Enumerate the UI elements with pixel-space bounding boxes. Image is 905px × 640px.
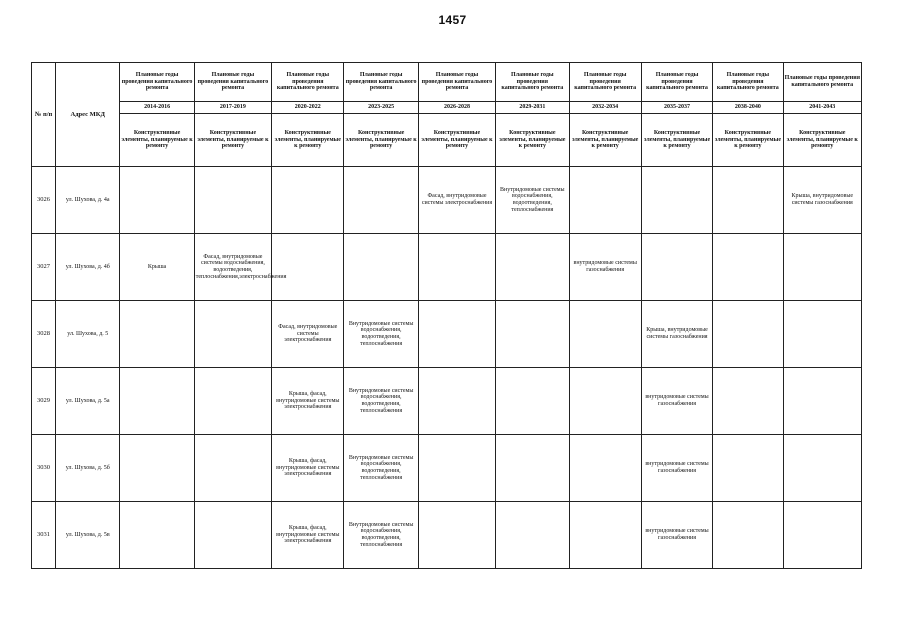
row-address: ул. Шухова, д. 5а [56,368,120,435]
repair-cell [783,502,861,569]
repair-cell: внутридомовые системы газоснабжения [641,435,712,502]
repair-cell [418,368,495,435]
repair-cell [344,167,418,234]
repair-cell [569,368,641,435]
repair-cell [783,301,861,368]
repair-cell [569,502,641,569]
period-years: 2020-2022 [272,102,344,114]
header-row-elements [32,114,862,167]
repair-cell: Крыша, внутридомовые системы газоснабжения [783,167,861,234]
elements-header: Конструктивные элементы, планируемые к ремонту [344,114,418,167]
table-row [32,301,862,368]
repair-cell [120,435,194,502]
period-header: Плановые годы проведения капитального ремонта [713,63,783,102]
table-row [32,435,862,502]
repair-cell: Внутридомовые системы водоснабжения, водоотведения, теплоснабжения [344,435,418,502]
row-number: 3027 [32,234,56,301]
row-number: 3031 [32,502,56,569]
repair-cell [418,234,495,301]
repair-cell: Внутридомовые системы водоснабжения, водоотведения, теплоснабжения [496,167,569,234]
elements-header: Конструктивные элементы, планируемые к ремонту [713,114,783,167]
elements-header: Конструктивные элементы, планируемые к ремонту [418,114,495,167]
repair-cell: внутридомовые системы газоснабжения [569,234,641,301]
repair-cell [120,368,194,435]
row-address: ул. Шухова, д. 4б [56,234,120,301]
repair-cell [272,234,344,301]
repair-cell: Крыша, фасад, внутридомовые системы электроснабжения [272,502,344,569]
period-header: Плановые годы проведения капитального ремонта [783,63,861,102]
period-header: Плановые годы проведения капитального ремонта [569,63,641,102]
repair-cell [418,435,495,502]
table-body [32,167,862,569]
repair-cell [120,301,194,368]
period-header: Плановые годы проведения капитального ремонта [120,63,194,102]
repair-cell: Крыша, фасад, внутридомовые системы электроснабжения [272,368,344,435]
repair-cell: Крыша, внутридомовые системы газоснабжения [641,301,712,368]
repair-cell: Внутридомовые системы водоснабжения, водоотведения, теплоснабжения [344,301,418,368]
table-row [32,368,862,435]
repair-cell [713,234,783,301]
repair-cell [713,368,783,435]
elements-header: Конструктивные элементы, планируемые к ремонту [783,114,861,167]
period-years: 2038-2040 [713,102,783,114]
repair-cell [418,502,495,569]
repair-cell [783,234,861,301]
repair-cell [713,167,783,234]
elements-header: Конструктивные элементы, планируемые к ремонту [272,114,344,167]
repair-cell: Фасад, внутридомовые системы электроснабжения [418,167,495,234]
repair-cell [641,234,712,301]
repair-cell [194,435,271,502]
period-header: Плановые годы проведения капитального ремонта [641,63,712,102]
period-years: 2026-2028 [418,102,495,114]
repair-cell [713,435,783,502]
period-header: Плановые годы проведения капитального ремонта [418,63,495,102]
elements-header: Конструктивные элементы, планируемые к ремонту [569,114,641,167]
repair-cell [272,167,344,234]
row-number: 3030 [32,435,56,502]
period-header: Плановые годы проведения капитального ремонта [344,63,418,102]
repair-cell [496,301,569,368]
row-number: 3029 [32,368,56,435]
repair-cell [783,368,861,435]
period-years: 2029-2031 [496,102,569,114]
row-address: ул. Шухова, д. 5 [56,301,120,368]
repair-cell: Внутридомовые системы водоснабжения, водоотведения, теплоснабжения [344,502,418,569]
header-row-years [32,102,862,114]
repair-cell [783,435,861,502]
repair-cell: Фасад, внутридомовые системы водоснабжения, водоотведения, теплоснабжения,электроснабжения [194,234,271,301]
repair-cell: Фасад, внутридомовые системы электроснабжения [272,301,344,368]
repair-cell [194,502,271,569]
period-years: 2035-2037 [641,102,712,114]
elements-header: Конструктивные элементы, планируемые к ремонту [120,114,194,167]
repair-cell [569,301,641,368]
repair-cell [713,502,783,569]
row-address: ул. Шухова, д. 5б [56,435,120,502]
elements-header: Конструктивные элементы, планируемые к ремонту [496,114,569,167]
repair-cell [496,234,569,301]
table-row [32,234,862,301]
elements-header: Конструктивные элементы, планируемые к ремонту [641,114,712,167]
table-header [32,63,862,167]
period-years: 2041-2043 [783,102,861,114]
row-number: 3026 [32,167,56,234]
page-number: 1457 [438,13,467,27]
repair-cell [120,167,194,234]
repair-cell: внутридомовые системы газоснабжения [641,502,712,569]
column-header-num: № п/п [32,63,56,167]
repair-cell [194,368,271,435]
period-years: 2017-2019 [194,102,271,114]
column-header-address: Адрес МКД [56,63,120,167]
repair-cell [569,167,641,234]
repair-cell: внутридомовые системы газоснабжения [641,368,712,435]
repair-cell [569,435,641,502]
period-header: Плановые годы проведения капитального ремонта [496,63,569,102]
period-years: 2032-2034 [569,102,641,114]
repair-cell [344,234,418,301]
period-years: 2014-2016 [120,102,194,114]
period-years: 2023-2025 [344,102,418,114]
header-row-periods [32,63,862,102]
table-row [32,167,862,234]
period-header: Плановые годы проведения капитального ремонта [272,63,344,102]
repair-cell [194,301,271,368]
repair-cell [713,301,783,368]
repair-cell [496,435,569,502]
repair-schedule-table [31,62,862,569]
repair-cell [496,502,569,569]
period-header: Плановые годы проведения капитального ремонта [194,63,271,102]
row-address: ул. Шухова, д. 5в [56,502,120,569]
repair-cell [418,301,495,368]
row-number: 3028 [32,301,56,368]
repair-cell [120,502,194,569]
table-row [32,502,862,569]
row-address: ул. Шухова, д. 4а [56,167,120,234]
repair-cell [194,167,271,234]
elements-header: Конструктивные элементы, планируемые к ремонту [194,114,271,167]
repair-cell [641,167,712,234]
repair-cell: Крыша [120,234,194,301]
repair-cell [496,368,569,435]
repair-cell: Крыша, фасад, внутридомовые системы электроснабжения [272,435,344,502]
repair-cell: Внутридомовые системы водоснабжения, водоотведения, теплоснабжения [344,368,418,435]
